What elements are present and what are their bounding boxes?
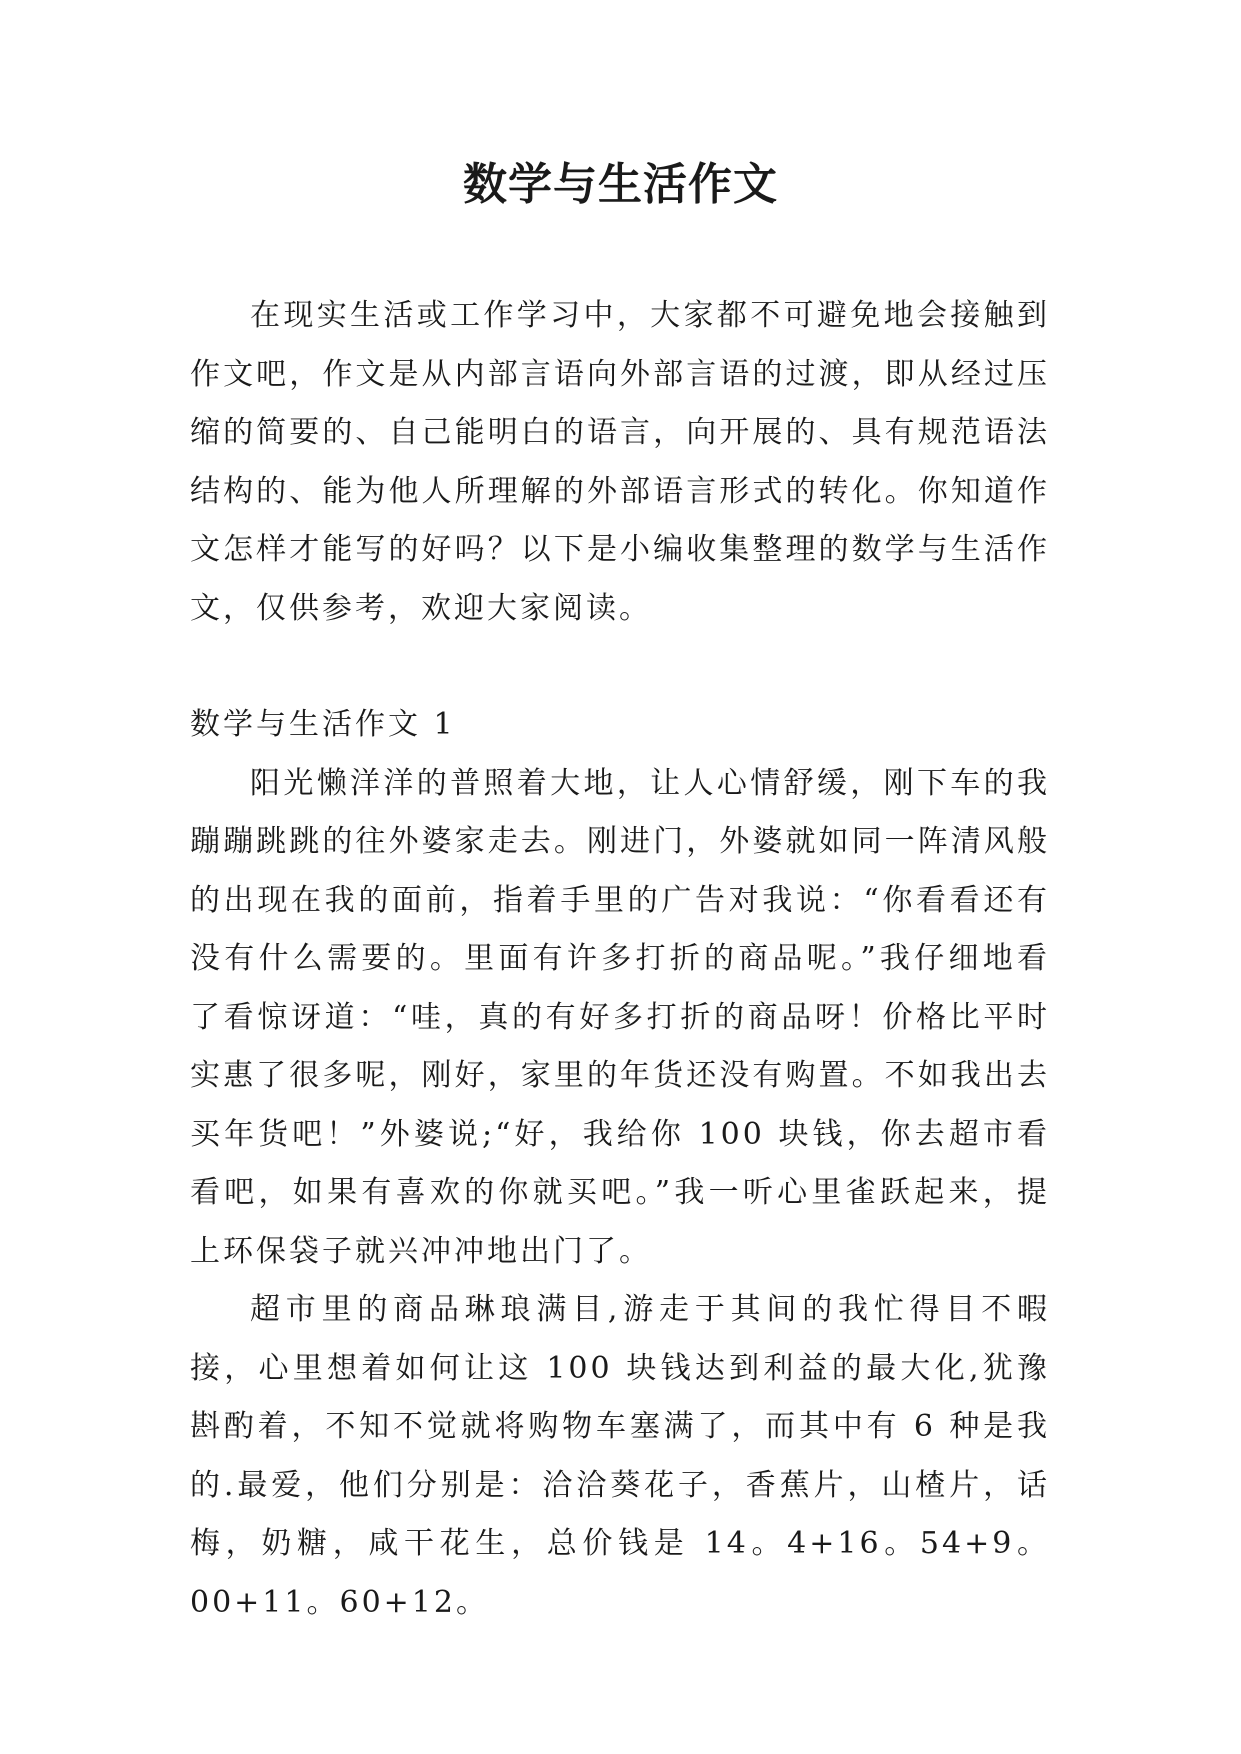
- section-heading: 数学与生活作文 1: [190, 707, 456, 742]
- body-paragraph: 阳光懒洋洋的普照着大地，让人心情舒缓，刚下车的我蹦蹦跳跳的往外婆家走去。刚进门，外婆就如同一阵清风般的出现在我的面前，指着手里的广告对我说：“你看看还有没有什么需要的。里面有许多打折的商品呢。”我仔细地看了看惊讶道：“哇，真的有好多打折的商品呀！价格比平时实惠了很多呢，刚好，家里的年货还没有购置。不如我出去买年货吧！”外婆说;“好，我给你 100 块钱，你去超市看看吧，如果有喜欢的你就买吧。”我一听心里雀跃起来，提上环保袋子就兴冲冲地出门了。: [190, 765, 1050, 1269]
- page-title: 数学与生活作文: [463, 159, 778, 210]
- document-body: [190, 287, 1050, 1632]
- body-paragraph: 超市里的商品琳琅满目,游走于其间的我忙得目不暇接，心里想着如何让这 100 块钱达到利益的最大化,犹豫斟酌着，不知不觉就将购物车塞满了，而其中有 6 种是我的.最爱，他们分别是：洽洽葵花子，香蕉片，山楂片，话梅，奶糖，咸干花生，总价钱是 14。4+16。54+9。00+11。60+12。: [190, 1292, 1050, 1620]
- intro-paragraph: 在现实生活或工作学习中，大家都不可避免地会接触到作文吧，作文是从内部言语向外部言语的过渡，即从经过压缩的简要的、自己能明白的语言，向开展的、具有规范语法结构的、能为他人所理解的外部语言形式的转化。你知道作文怎样才能写的好吗？以下是小编收集整理的数学与生活作文，仅供参考，欢迎大家阅读。: [190, 298, 1050, 626]
